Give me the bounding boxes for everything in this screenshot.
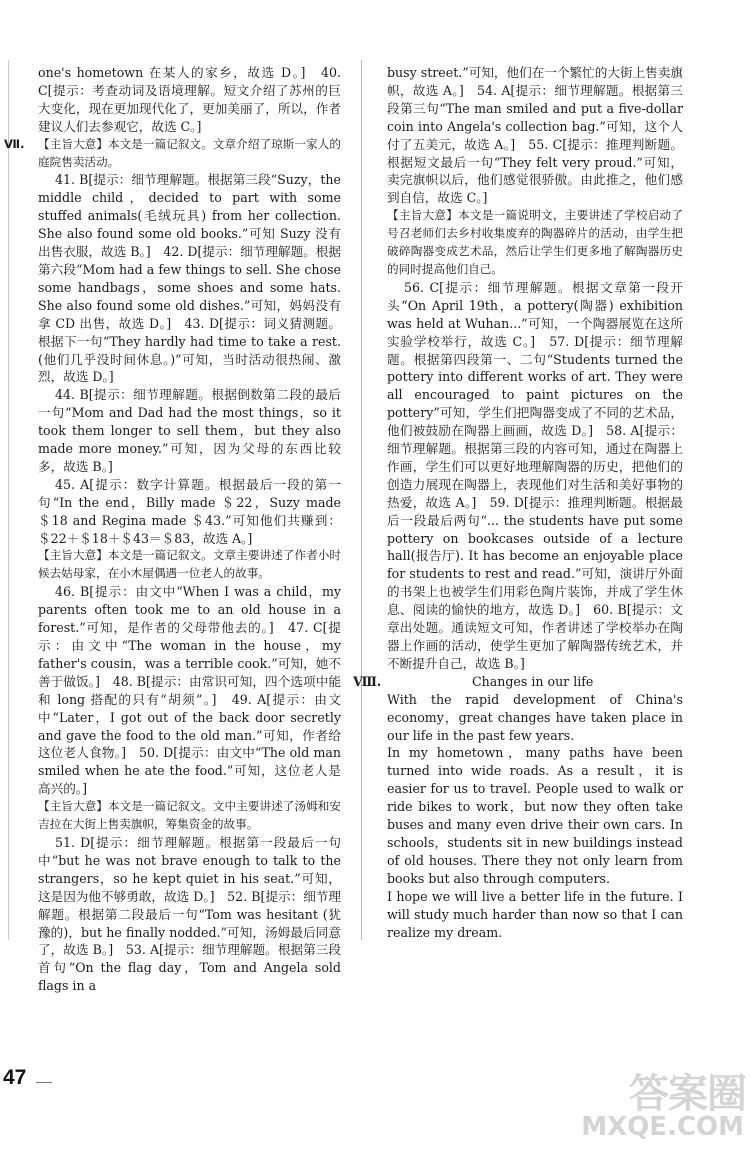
summary-passage-vii-d: 【主旨大意】本文是一篇说明文，主要讲述了学校启动了号召老师们去乡村收集废弃的陶器碎片的活动，由学生把破碎陶器变成艺术品，然后让学生们更多地了解陶器历史的同时提高他们自己。 bbox=[387, 208, 683, 276]
page-number: 47 bbox=[3, 1066, 27, 1089]
column-divider bbox=[361, 60, 362, 940]
answer-block-39-40: one's hometown 在某人的家乡，故选 D。] 40. C[提示：考查动词及语境理解。短文介绍了苏州的巨大变化，现在更加现代化了，更加美丽了，所以，作者建议人们去参观它，故选 C。] bbox=[38, 65, 341, 134]
watermark-chinese: 答案圈 bbox=[629, 1071, 746, 1117]
page-number-rule bbox=[36, 1082, 52, 1083]
left-margin-rule bbox=[8, 60, 9, 940]
section-label-viii: Ⅷ. bbox=[353, 673, 382, 689]
answer-block-41-43: 41. B[提示：细节理解题。根据第三段“Suzy，the middle child，decided to part with some stuffed animals(毛绒玩具) from her collection. She also found some old books.”可知 Suzy 没有出售衣服，故选 B。] 42. D[提示：细节理解题。根据第六段“Mom had a few things to sell. She chose some handbags，some shoes and some hats. She also found some old dishes.”可知，妈妈没有拿 CD 出售，故选 D。] 43. D[提示：词义猜测题。根据下一句“They hardly had time to take a rest.(他们几乎没时间休息。)”可知，当时活动很热闹、激烈，故选 D。] bbox=[38, 172, 341, 385]
answer-block-51-53: 51. D[提示：细节理解题。根据第一段最后一句中“but he was not brave enough to talk to the strangers，so he kept quiet in his seat.”可知，这是因为他不够勇敢，故选 D。] 52. B[提示：细节理解题。根据第二段最后一句“Tom was hesitant (犹豫的)，but he finally nodded.”可知，汤姆最后同意了，故选 B。] 53. A[提示：细节理解题。根据第三段首句“On the flag day，Tom and Angela sold flags in a bbox=[38, 834, 341, 994]
essay-paragraph: I hope we will live a better life in the future. I will study much harder than now so that I can realize my dream. bbox=[387, 888, 683, 940]
section-label-vii: Ⅶ. bbox=[4, 136, 25, 151]
right-column bbox=[353, 64, 683, 941]
essay-paragraph: In my hometown，many paths have been turned into wide roads. As a result，it is easier for us to travel. People used to walk or ride bikes to work，but now they often take buses and many even drive their own cars. In schools，students sit in new buildings instead of old houses. There they not only learn from books but also through computers. bbox=[387, 745, 683, 886]
summary-passage-vii-b: 【主旨大意】本文是一篇记叙文。文章主要讲述了作者小时候去姑母家，在小木屋偶遇一位老人的故事。 bbox=[38, 548, 341, 581]
essay-paragraph: With the rapid development of China's economy，great changes have taken place in our life in the past few years. bbox=[387, 691, 683, 743]
answer-block-46-50: 46. B[提示：由文中“When I was a child，my parents often took me to an old house in a forest.”可知，是作者的父母带他去的。] 47. C[提示：由文中“The woman in the house，my father's cousin，was a terrible cook.”可知，她不善于做饭。] 48. B[提示：由常识可知，四个选项中能和 long 搭配的只有“胡须”。] 49. A[提示：由文中“Later，I got out of the back door secretly and gave the food to the old man.”可知，作者给这位老人食物。] 50. D[提示：由文中“The old man smiled when he ate the food.”可知，这位老人是高兴的。] bbox=[38, 584, 341, 797]
watermark-logo bbox=[581, 1062, 750, 1150]
essay-title: Changes in our life bbox=[472, 673, 594, 689]
answer-block-45: 45. A[提示：数字计算题。根据最后一段的第一句“In the end，Billy made ＄22，Suzy made ＄18 and Regina made ＄43.”可知他们共赚到：＄22＋＄18＋＄43＝＄83，故选 A。] bbox=[38, 476, 341, 546]
summary-passage-vii-c: 【主旨大意】本文是一篇记叙文。文中主要讲述了汤姆和安吉拉在大街上售卖旗帜，筹集资金的故事。 bbox=[38, 799, 341, 832]
writing-sample bbox=[353, 673, 683, 942]
summary-text: 【主旨大意】本文是一篇记叙文。文章介绍了琼斯一家人的庭院售卖活动。 bbox=[38, 136, 341, 169]
summary-passage-vii-a bbox=[4, 136, 341, 172]
essay-heading bbox=[353, 673, 683, 691]
answer-block-53-55: busy street.”可知，他们在一个繁忙的大街上售卖旗帜，故选 A。] 54. A[提示：细节理解题。根据第三段第三句“The man smiled and put a five-dollar coin into Angela's collection bag.”可知，这个人付了五美元，故选 A。] 55. C[提示：推理判断题。根据短文最后一句“They felt very proud.”可知，卖完旗帜以后，他们感觉很骄傲。由此推之，他们感到自信，故选 C。] bbox=[387, 65, 683, 206]
watermark-url: MXQE.COM bbox=[581, 1112, 744, 1142]
answer-block-44: 44. B[提示：细节理解题。根据倒数第二段的最后一句“Mom and Dad had the most things，so it took them longer to sell them，but they also made more money.”可知，因为父母的东西比较多，故选 B。] bbox=[38, 387, 341, 474]
left-column bbox=[4, 64, 341, 995]
answer-block-56-60: 56. C[提示：细节理解题。根据文章第一段开头“On April 19th，a pottery(陶器) exhibition was held at Wuhan...”可知，一个陶器展览在这所实验学校举行，故选 C。] 57. D[提示：细节理解题。根据第四段第一、二句“Students turned the pottery into different works of art. They were all encouraged to paint pictures on the pottery”可知，学生们把陶器变成了不同的艺术品，他们被鼓励在陶器上画画，故选 D。] 58. A[提示：细节理解题。根据第三段的内容可知，通过在陶器上作画，学生们可以更好地理解陶器的历史，把他们的创造力展现在陶器上，表现他们对生活和美好事物的热爱，故选 A。] 59. D[提示：推理判断题。根据最后一段最后两句“... the students have put some pottery on bookcases outside of a lecture hall(报告厅). It has become an enjoyable place for students to rest and read.”可知，演讲厅外面的书架上也被学生们用彩色陶片装饰，并成了学生休息、阅读的愉快的地方，故选 D。] 60. B[提示：文章出处题。通读短文可知，作者讲述了学校举办在陶器上作画的活动，使学生更加了解陶器传统艺术，并不断提升自己，故选 B。] bbox=[387, 279, 683, 671]
